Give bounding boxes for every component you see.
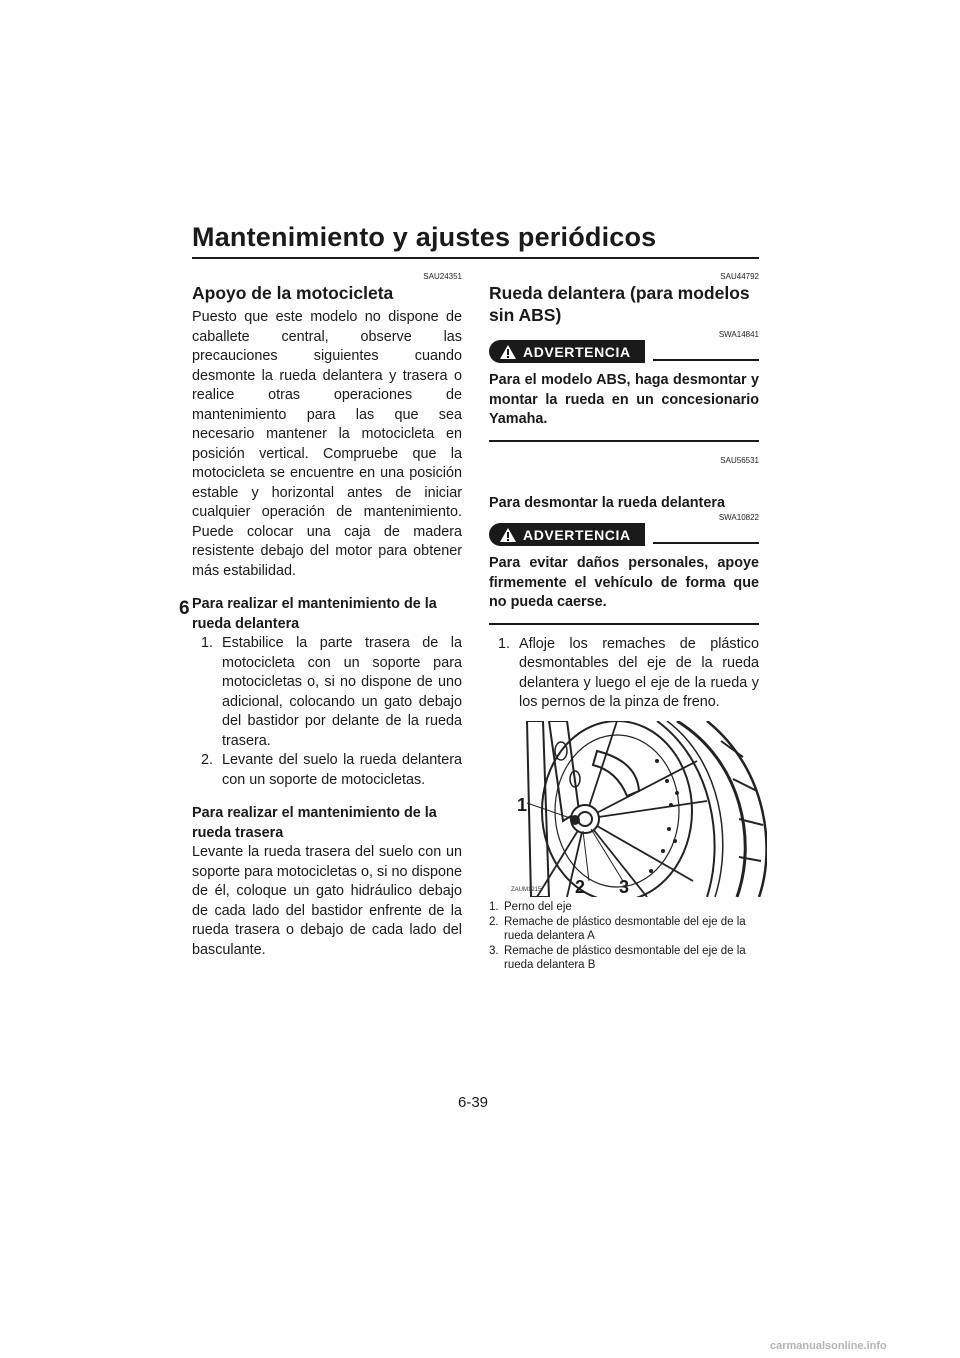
caption-text: Perno del eje — [504, 900, 572, 913]
callout-2: 2 — [575, 876, 586, 897]
list-item — [192, 634, 462, 751]
front-maintenance-heading: Para realizar el mantenimiento de la rueda delantera — [192, 596, 437, 632]
section-code: SAU56531 — [720, 455, 759, 465]
step-number: 2. — [201, 752, 214, 768]
chapter-tab: 6 — [179, 598, 190, 619]
left-column — [192, 272, 462, 960]
section-code: SAU44792 — [720, 272, 759, 281]
warning-code: SWA14841 — [718, 330, 759, 339]
warning-label: ADVERTENCIA — [523, 526, 631, 543]
section-title-support: Apoyo de la motocicleta — [192, 283, 394, 303]
page-number: 6-39 — [458, 1094, 489, 1111]
warning-text: Para evitar daños personales, apoye firmemente el vehículo de forma que no pueda caerse. — [489, 555, 759, 610]
caption-number: 1. — [489, 900, 499, 913]
callout-1: 1 — [517, 794, 528, 815]
warning-badge — [489, 523, 645, 546]
list-item — [489, 901, 759, 915]
caption-text: Remache de plástico desmontable del eje de la rueda delantera A — [504, 916, 746, 942]
figure-code: ZAUM1215 — [511, 886, 542, 893]
list-item — [489, 635, 759, 713]
remove-front-wheel-heading: Para desmontar la rueda delantera — [489, 494, 725, 511]
right-column — [489, 272, 759, 974]
step-number: 1. — [201, 635, 214, 651]
header-rule — [192, 257, 759, 259]
caption-number: 2. — [489, 916, 499, 928]
watermark: carmanualsonline.info — [770, 1340, 887, 1352]
list-item — [489, 916, 759, 943]
rear-maintenance-text: Levante la rueda trasera del suelo con un soporte para motocicletas o, si no dispone de él, coloque un gato hidráulico debajo de cada lado del bastidor enfrente de la rueda trasera o debajo de cada lado del basculante. — [192, 844, 462, 958]
page-header-title: Mantenimiento y ajustes periódicos — [192, 222, 657, 252]
warning-line — [653, 359, 759, 361]
callout-3: 3 — [619, 876, 630, 897]
warning-code: SWA10822 — [718, 513, 759, 522]
step-text: Estabilice la parte trasera de la motocicleta con un soporte para motocicletas o, si no dispone de uno adicional, colocando un gato debajo del bastidor por delante de la rueda trasera. — [222, 635, 462, 749]
section-title-front-wheel: Rueda delantera (para modelos sin ABS) — [489, 283, 750, 325]
warning-label: ADVERTENCIA — [523, 343, 631, 360]
list-item — [192, 751, 462, 790]
caption-text: Remache de plástico desmontable del eje de la rueda delantera B — [504, 945, 746, 971]
remove-steps-list — [489, 635, 759, 713]
step-text: Levante del suelo la rueda delantera con un soporte de motocicletas. — [222, 752, 462, 788]
warning-bar — [489, 523, 759, 546]
front-wheel-illustration — [507, 721, 767, 897]
support-intro: Puesto que este modelo no dispone de caballete central, observe las precauciones siguientes cuando desmonte la rueda delantera y trasera o realice otras operaciones de mantenimiento para las que sea necesario mantener la motocicleta en posición vertical. Compruebe que la motocicleta se encuentre en una posición estable y horizontal antes de iniciar cualquier operación de mantenimiento. Puede colocar una caja de madera resistente debajo del motor para obtener más estabilidad. — [192, 309, 462, 579]
list-item — [489, 945, 759, 972]
caption-number: 3. — [489, 945, 499, 957]
section-code: SAU24351 — [423, 272, 462, 281]
warning-triangle-icon — [499, 527, 517, 543]
warning-text: Para el modelo ABS, haga desmontar y montar la rueda en un concesionario Yamaha. — [489, 372, 759, 427]
rear-maintenance-heading: Para realizar el mantenimiento de la rueda trasera — [192, 805, 437, 841]
step-text: Afloje los remaches de plástico desmontables del eje de la rueda delantera y luego el eje de la rueda y los pernos de la pinza de freno. — [519, 635, 759, 710]
warning-line — [653, 542, 759, 544]
front-steps-list — [192, 634, 462, 790]
step-number: 1. — [498, 635, 511, 652]
warning-triangle-icon — [499, 344, 517, 360]
figure-caption-list — [489, 901, 759, 973]
front-wheel-figure — [507, 721, 767, 897]
warning-bar — [489, 340, 759, 363]
warning-badge — [489, 340, 645, 363]
